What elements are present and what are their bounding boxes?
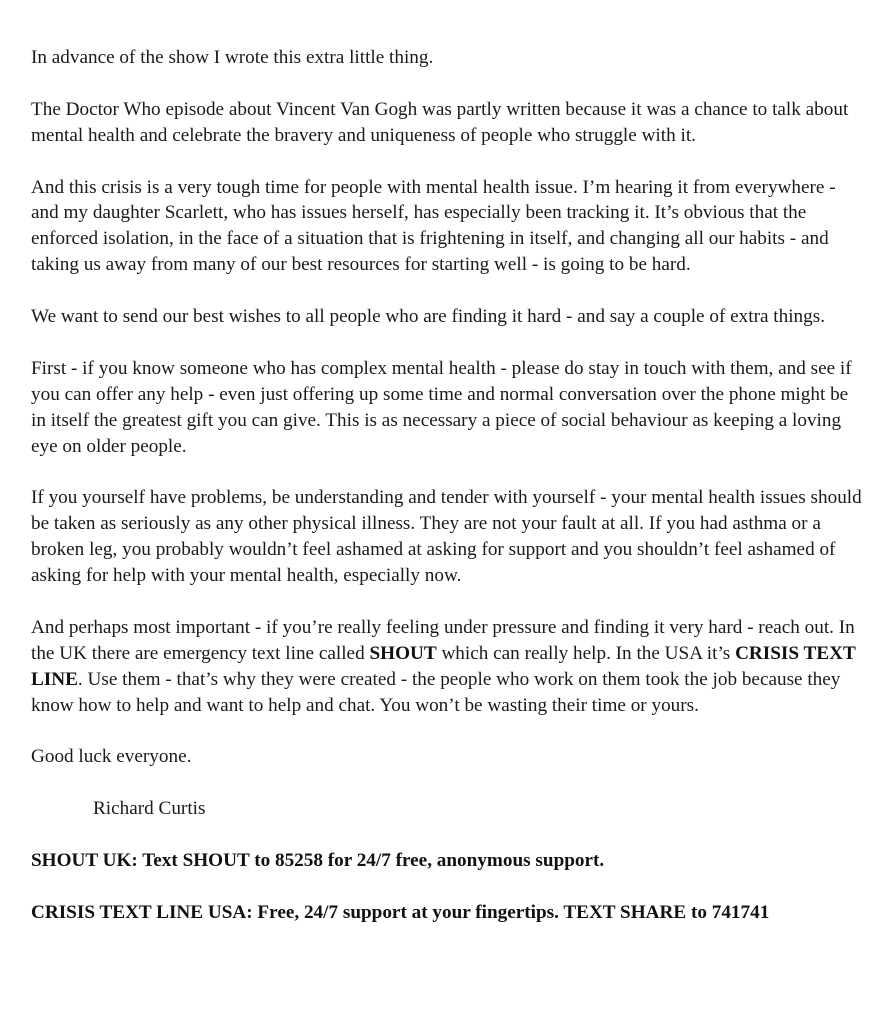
crisis-text-line-usa-info-text: CRISIS TEXT LINE USA: Free, 24/7 support at your fingertips. TEXT SHARE to 741741 [31,901,770,923]
shout-uk-info-text: SHOUT UK: Text SHOUT to 85258 for 24/7 free, anonymous support. [31,849,605,871]
reach-out-text-1: And perhaps most important - if you’re really feeling under pressure and finding it very hard - reach out. In the UK there are emergency text line called [31,616,855,664]
crisis-text-line-usa-info [31,900,865,926]
signature: Richard Curtis [93,798,206,820]
shout-name: SHOUT [369,642,437,664]
best-wishes-paragraph: We want to send our best wishes to all people who are finding it hard - and say a couple of extra things. [31,306,825,328]
crisis-paragraph: And this crisis is a very tough time for people with mental health issue. I’m hearing it from everywhere - and my daughter Scarlett, who has issues herself, has especially been tracking it. It’s obvious that the enforced isolation, in the face of a situation that is frightening in itself, and changing all our habits - and taking us away from many of our best resources for starting well - is going to be hard. [31,176,836,276]
reach-out-paragraph [31,615,865,719]
stay-in-touch-paragraph: First - if you know someone who has complex mental health - please do stay in touch with them, and see if you can offer any help - even just offering up some time and normal conversation over the phone might be in itself the greatest gift you can give. This is as necessary a piece of social behaviour as keeping a loving eye on older people. [31,357,852,457]
self-care-paragraph: If you yourself have problems, be understanding and tender with yourself - your mental health issues should be taken as seriously as any other physical illness. They are not your fault at all. If you had asthma or a broken leg, you probably wouldn’t feel ashamed at asking for support and you shouldn’t feel ashamed of asking for help with your mental health, especially now. [31,487,862,587]
doctor-who-paragraph: The Doctor Who episode about Vincent Van Gogh was partly written because it was a chance to talk about mental health and celebrate the bravery and uniqueness of people who struggle with it. [31,98,849,146]
closing-line: Good luck everyone. [31,746,192,768]
reach-out-text-2: which can really help. In the USA it’s [436,642,736,664]
shout-uk-info [31,848,865,874]
intro-paragraph: In advance of the show I wrote this extra little thing. [31,47,434,68]
reach-out-text-3: . Use them - that’s why they were created - the people who work on them took the job because they know how to help and want to help and chat. You won’t be wasting their time or yours. [31,668,841,716]
crisis-text-line-name: CRISIS TEXT LINE [31,642,856,690]
